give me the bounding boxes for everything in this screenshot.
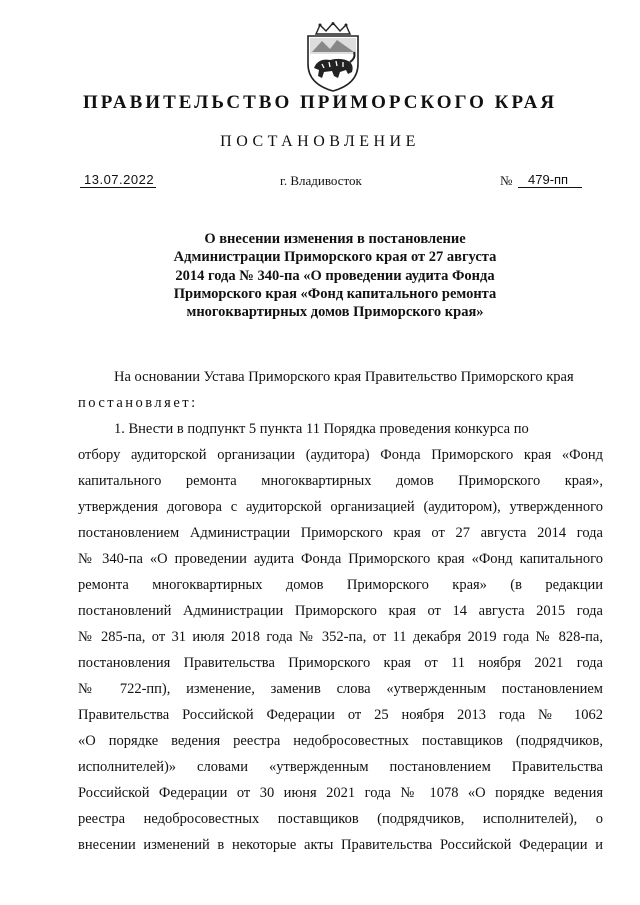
item-line: № 285-па, от 31 июля 2018 года № 352-па, от 11 декабря 2019 года № 828-па, xyxy=(78,629,603,645)
intro-line: На основании Устава Приморского края Правительство Приморского края xyxy=(114,369,574,385)
item-line: капитального ремонта многоквартирных домов Приморского края», xyxy=(78,473,603,489)
item-line: 1. Внести в подпункт 5 пункта 11 Порядка проведения конкурса по xyxy=(114,421,529,437)
item-line: отбору аудиторской организации (аудитора) Фонда Приморского края «Фонд xyxy=(78,447,603,463)
item-line: № 340-па «О проведении аудита Фонда Приморского края «Фонд капитального xyxy=(78,551,603,567)
item-line: «О порядке ведения реестра недобросовестных поставщиков (подрядчиков, xyxy=(78,733,603,749)
item-line: утверждения договора с аудиторской организацией (аудитором), утвержденного xyxy=(78,499,603,515)
document-date: 13.07.2022 xyxy=(80,172,156,188)
item-line: Российской Федерации от 30 июня 2021 года № 1078 «О порядке ведения xyxy=(78,785,603,801)
government-title: ПРАВИТЕЛЬСТВО ПРИМОРСКОГО КРАЯ xyxy=(82,92,558,113)
item-line: № 722-пп), изменение, заменив слова «утвержденным постановлением xyxy=(78,681,603,697)
document-subject xyxy=(150,230,520,321)
subject-line: многоквартирных домов Приморского края» xyxy=(186,304,484,321)
item-line: ремонта многоквартирных домов Приморского края» (в редакции xyxy=(78,577,603,593)
subject-line: 2014 года № 340-па «О проведении аудита Фонда xyxy=(175,267,495,284)
item-line: постановлений Администрации Приморского края от 14 августа 2015 года xyxy=(78,603,603,619)
subject-line: Приморского края «Фонд капитального ремонта xyxy=(173,285,497,302)
item-line: постановлением Администрации Приморского края от 27 августа 2014 года xyxy=(78,525,603,541)
item-line: внесении изменений в некоторые акты Правительства Российской Федерации и xyxy=(78,837,603,853)
item-line: постановления Правительства Приморского края от 11 ноября 2021 года xyxy=(78,655,603,671)
number-sign: № xyxy=(500,173,513,188)
subject-line: Администрации Приморского края от 27 августа xyxy=(173,249,497,266)
subject-line: О внесении изменения в постановление xyxy=(204,231,466,247)
item-line: исполнителей)» словами «утвержденным постановлением Правительства xyxy=(78,759,603,775)
document-number: 479-пп xyxy=(518,172,582,188)
coat-of-arms-primorsky-icon xyxy=(302,22,364,92)
resolves-word: постановляет: xyxy=(78,395,198,411)
item-line: Правительства Российской Федерации от 25 ноября 2013 года № 1062 xyxy=(78,707,603,723)
document-city: г. Владивосток xyxy=(280,173,362,188)
document-type: ПОСТАНОВЛЕНИЕ xyxy=(220,133,420,150)
document-body xyxy=(78,364,603,858)
item-line: реестра недобросовестных поставщиков (подрядчиков, исполнителей), о xyxy=(78,811,603,827)
